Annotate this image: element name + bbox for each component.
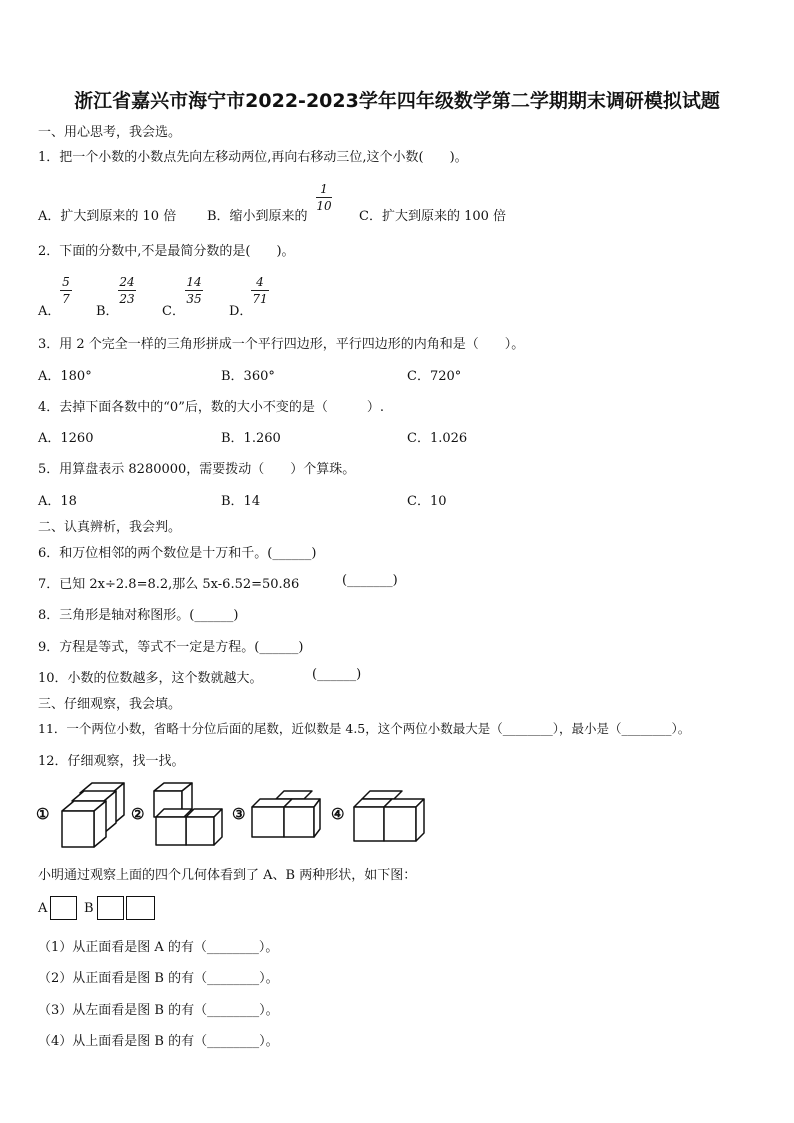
fraction-numerator: 1: [320, 182, 328, 196]
q4-option-b: B．1.260: [221, 431, 281, 446]
page-title: 浙江省嘉兴市海宁市2022-2023学年四年级数学第二学期期末调研模拟试题: [74, 90, 720, 112]
q5-option-a: A．18: [38, 494, 77, 509]
question-7-blank: (_______): [342, 573, 398, 588]
question-10: 10．小数的位数越多，这个数就越大。: [38, 671, 263, 686]
q1-option-a: A．扩大到原来的 10 倍: [38, 209, 177, 224]
question-9: 9．方程是等式，等式不一定是方程。(______): [38, 640, 304, 655]
question-12: 12．仔细观察，找一找。: [38, 754, 185, 769]
q4-option-c: C．1.026: [407, 431, 468, 446]
shape-b-square-left: [97, 896, 124, 920]
sub-question-3: （3）从左面看是图 B 的有（________）。: [38, 1003, 279, 1018]
solid-1: [62, 783, 124, 847]
q1-option-b-fraction: [316, 182, 332, 213]
q5-option-b: B．14: [221, 494, 261, 509]
question-12-description: 小明通过观察上面的四个几何体看到了 A、B 两种形状，如下图：: [38, 868, 417, 883]
geometric-solids-figure: [0, 775, 440, 855]
q5-option-c: C．10: [407, 494, 447, 509]
fraction-denominator: 71: [252, 292, 268, 306]
sub-question-4: （4）从上面看是图 B 的有（________）。: [38, 1034, 279, 1049]
q2-label-c: C．: [162, 304, 185, 319]
solid-3: [252, 791, 320, 837]
q2-option-a-fraction: [60, 275, 72, 306]
figure-marker-2: ②: [131, 805, 145, 823]
q4-option-a: A．1260: [38, 431, 94, 446]
fraction-numerator: 5: [62, 275, 70, 289]
q1-option-c: C．扩大到原来的 100 倍: [359, 209, 507, 224]
question-6: 6．和万位相邻的两个数位是十万和千。(______): [38, 546, 317, 561]
sub-question-1: （1）从正面看是图 A 的有（________）。: [38, 940, 279, 955]
figure-marker-1: ①: [36, 805, 50, 823]
q2-label-a: A．: [38, 304, 61, 319]
shape-b-label: B: [84, 901, 94, 916]
fraction-denominator: 35: [186, 292, 202, 306]
section-1-heading: 一、用心思考，我会选。: [38, 125, 182, 140]
q2-option-b-fraction: [118, 275, 136, 306]
question-2: 2．下面的分数中,不是最简分数的是( )。: [38, 244, 295, 259]
fraction-denominator: 7: [62, 292, 70, 306]
fraction-denominator: 23: [119, 292, 135, 306]
question-11: 11．一个两位小数，省略十分位后面的尾数，近似数是 4.5，这个两位小数最大是（________），最小是（________）。: [38, 721, 691, 736]
question-7: 7．已知 2x÷2.8=8.2,那么 5x-6.52=50.86: [38, 577, 300, 592]
fraction-numerator: 14: [186, 275, 202, 289]
sub-question-2: （2）从正面看是图 B 的有（________）。: [38, 971, 279, 986]
shape-b-square-right: [126, 896, 155, 920]
question-4: 4．去掉下面各数中的“0”后，数的大小不变的是（ ）.: [38, 400, 384, 415]
q2-label-b: B．: [96, 304, 119, 319]
solid-2: [154, 783, 222, 845]
section-3-heading: 三、仔细观察，我会填。: [38, 697, 182, 712]
question-10-blank: (______): [312, 667, 362, 682]
figure-marker-3: ③: [232, 805, 246, 823]
shape-a-label: A: [38, 901, 48, 916]
question-8: 8．三角形是轴对称图形。(______): [38, 608, 239, 623]
q2-option-c-fraction: [185, 275, 203, 306]
q2-label-d: D．: [229, 304, 253, 319]
shape-a-square: [50, 896, 77, 920]
q3-option-c: C．720°: [407, 369, 462, 384]
fraction-numerator: 24: [119, 275, 135, 289]
q3-option-a: A．180°: [38, 369, 92, 384]
question-5: 5．用算盘表示 8280000，需要拨动（ ）个算珠。: [38, 462, 356, 477]
section-2-heading: 二、认真辨析，我会判。: [38, 520, 182, 535]
fraction-numerator: 4: [256, 275, 264, 289]
fraction-denominator: 10: [316, 199, 332, 213]
question-3: 3．用 2 个完全一样的三角形拼成一个平行四边形，平行四边形的内角和是（ ）。: [38, 337, 525, 352]
question-1: 1．把一个小数的小数点先向左移动两位,再向右移动三位,这个小数( )。: [38, 150, 468, 165]
figure-marker-4: ④: [331, 805, 345, 823]
q2-option-d-fraction: [251, 275, 269, 306]
q3-option-b: B．360°: [221, 369, 275, 384]
q1-option-b: B．缩小到原来的: [207, 209, 308, 224]
solid-4: [354, 791, 424, 841]
